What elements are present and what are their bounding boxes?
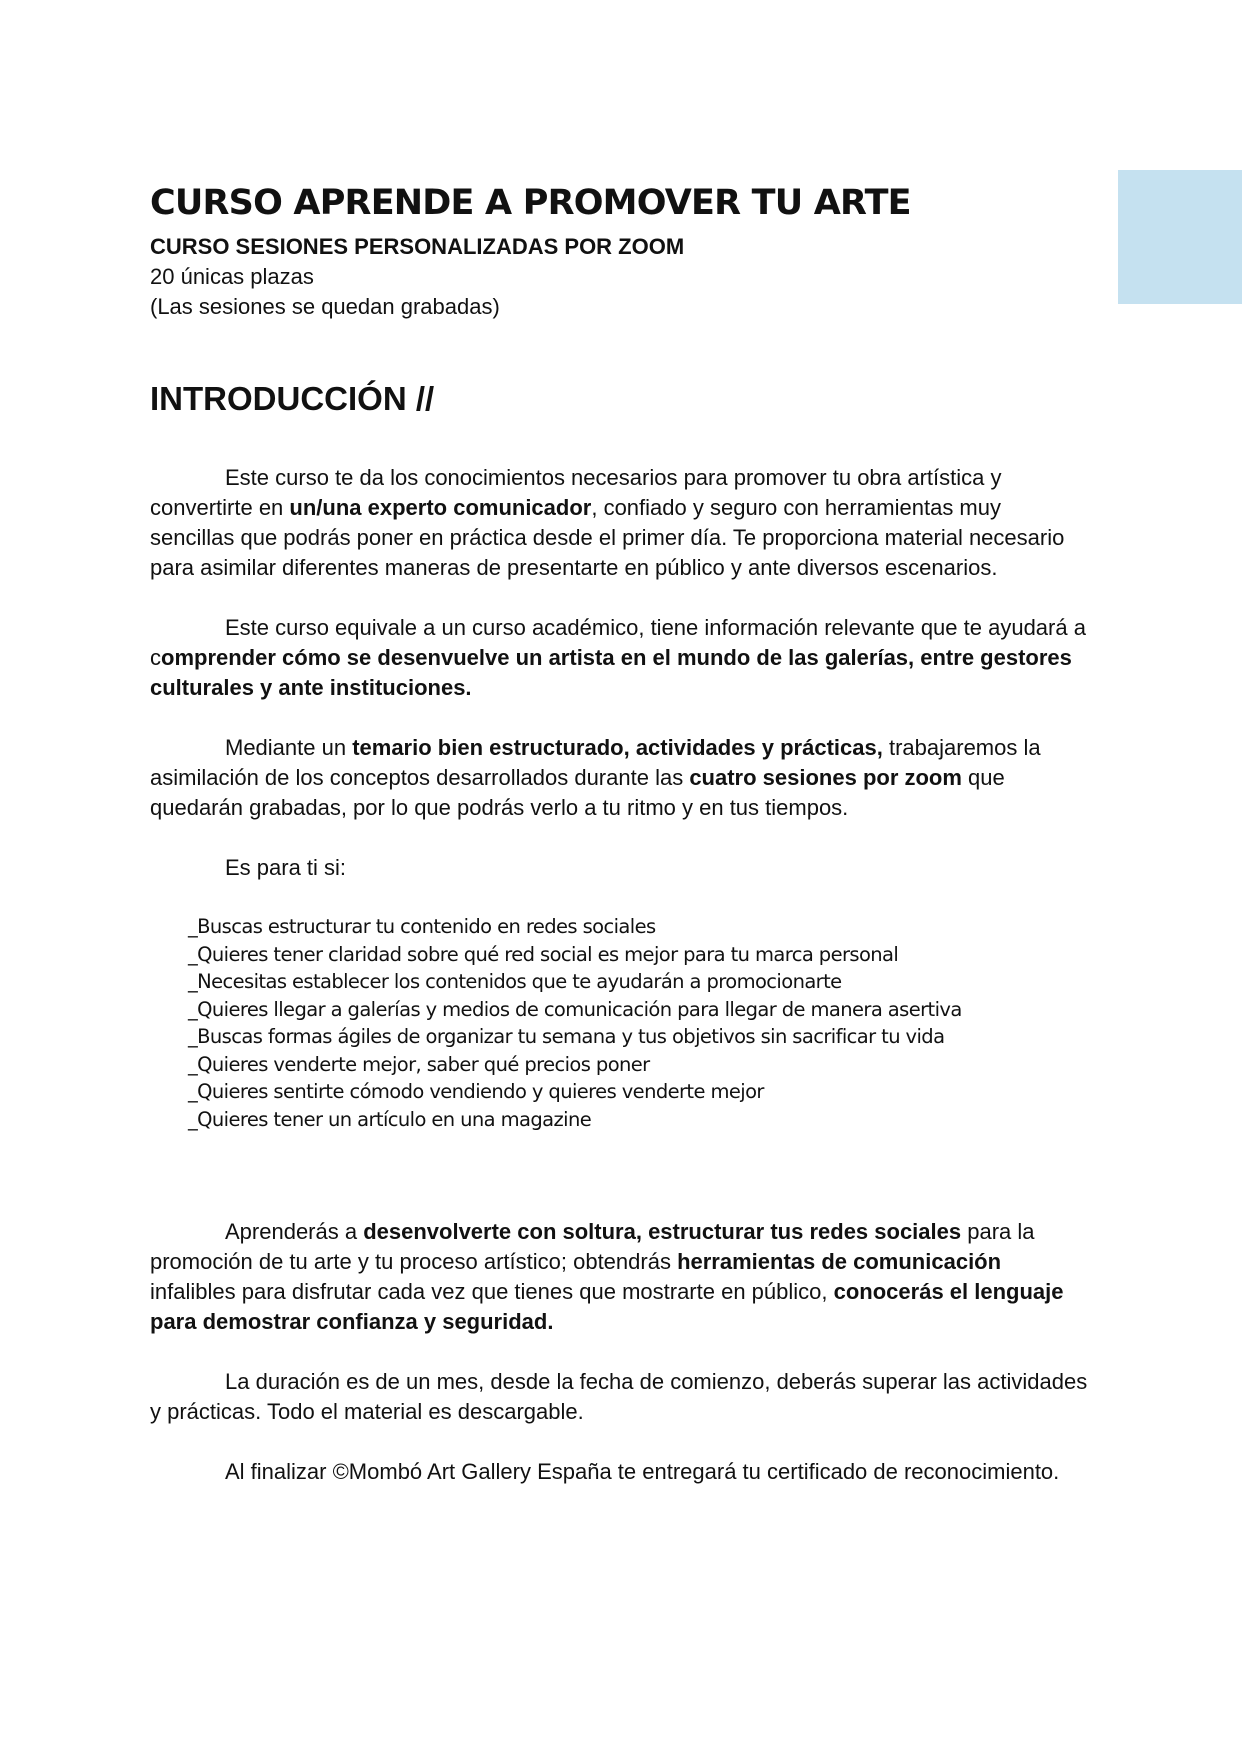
recorded-note: (Las sesiones se quedan grabadas) — [150, 294, 500, 319]
list-item: _Quieres venderte mejor, saber qué precios poner — [188, 1052, 650, 1076]
list-item: _Necesitas establecer los contenidos que te ayudarán a promocionarte — [188, 970, 842, 993]
duration-paragraph: La duración es de un mes, desde la fecha de comienzo, deberás superar las actividades y prácticas. Todo el material es descargable. — [150, 1369, 1088, 1424]
audience-intro: Es para ti si: — [225, 855, 347, 880]
intro-paragraph-2: Este curso equivale a un curso académico, tiene información relevante que te ayudará a comprender cómo se desenvuelve un artista en el mundo de las galerías, entre gestores culturales y ante instituciones. — [150, 615, 1086, 700]
intro-paragraph-3: Mediante un temario bien estructurado, actividades y prácticas, trabajaremos la asimilación de los conceptos desarrollados durante las cuatro sesiones por zoom que quedarán grabadas, por lo que podrás verlo a tu ritmo y en tus tiempos. — [150, 735, 1041, 820]
certificate-paragraph: Al finalizar ©Mombó Art Gallery España te entregará tu certificado de reconocimiento. — [225, 1459, 1060, 1484]
seats-info: 20 únicas plazas — [150, 264, 314, 289]
audience-list — [188, 913, 1090, 1133]
intro-paragraph-1: Este curso te da los conocimientos necesarios para promover tu obra artística y convertirte en un/una experto comunicador, confiado y seguro con herramientas muy sencillas que podrás poner en práctica desde el primer día. Te proporciona material necesario para asimilar diferentes maneras de presentarte en público y ante diversos escenarios. — [150, 465, 1065, 580]
document-body — [150, 180, 1090, 1487]
list-item: _Quieres sentirte cómodo vendiendo y quieres venderte mejor — [188, 1080, 764, 1103]
list-item: _Quieres tener claridad sobre qué red social es mejor para tu marca personal — [188, 942, 899, 966]
intro-heading: INTRODUCCIÓN // — [150, 380, 435, 417]
course-subtitle: CURSO SESIONES PERSONALIZADAS POR ZOOM — [150, 234, 685, 259]
page-title: CURSO APRENDE A PROMOVER TU ARTE — [150, 183, 911, 223]
accent-block — [1118, 170, 1242, 304]
list-item: _Buscas estructurar tu contenido en redes sociales — [188, 915, 656, 938]
list-item: _Quieres tener un artículo en una magazine — [188, 1107, 592, 1131]
closing-paragraph-1: Aprenderás a desenvolverte con soltura, estructurar tus redes sociales para la promoción de tu arte y tu proceso artístico; obtendrás herramientas de comunicación infalibles para disfrutar cada vez que tienes que mostrarte en público, conocerás el lenguaje para demostrar confianza y seguridad. — [150, 1219, 1064, 1334]
list-item: _Buscas formas ágiles de organizar tu semana y tus objetivos sin sacrificar tu vida — [188, 1025, 945, 1048]
list-item: _Quieres llegar a galerías y medios de comunicación para llegar de manera asertiva — [188, 997, 962, 1021]
